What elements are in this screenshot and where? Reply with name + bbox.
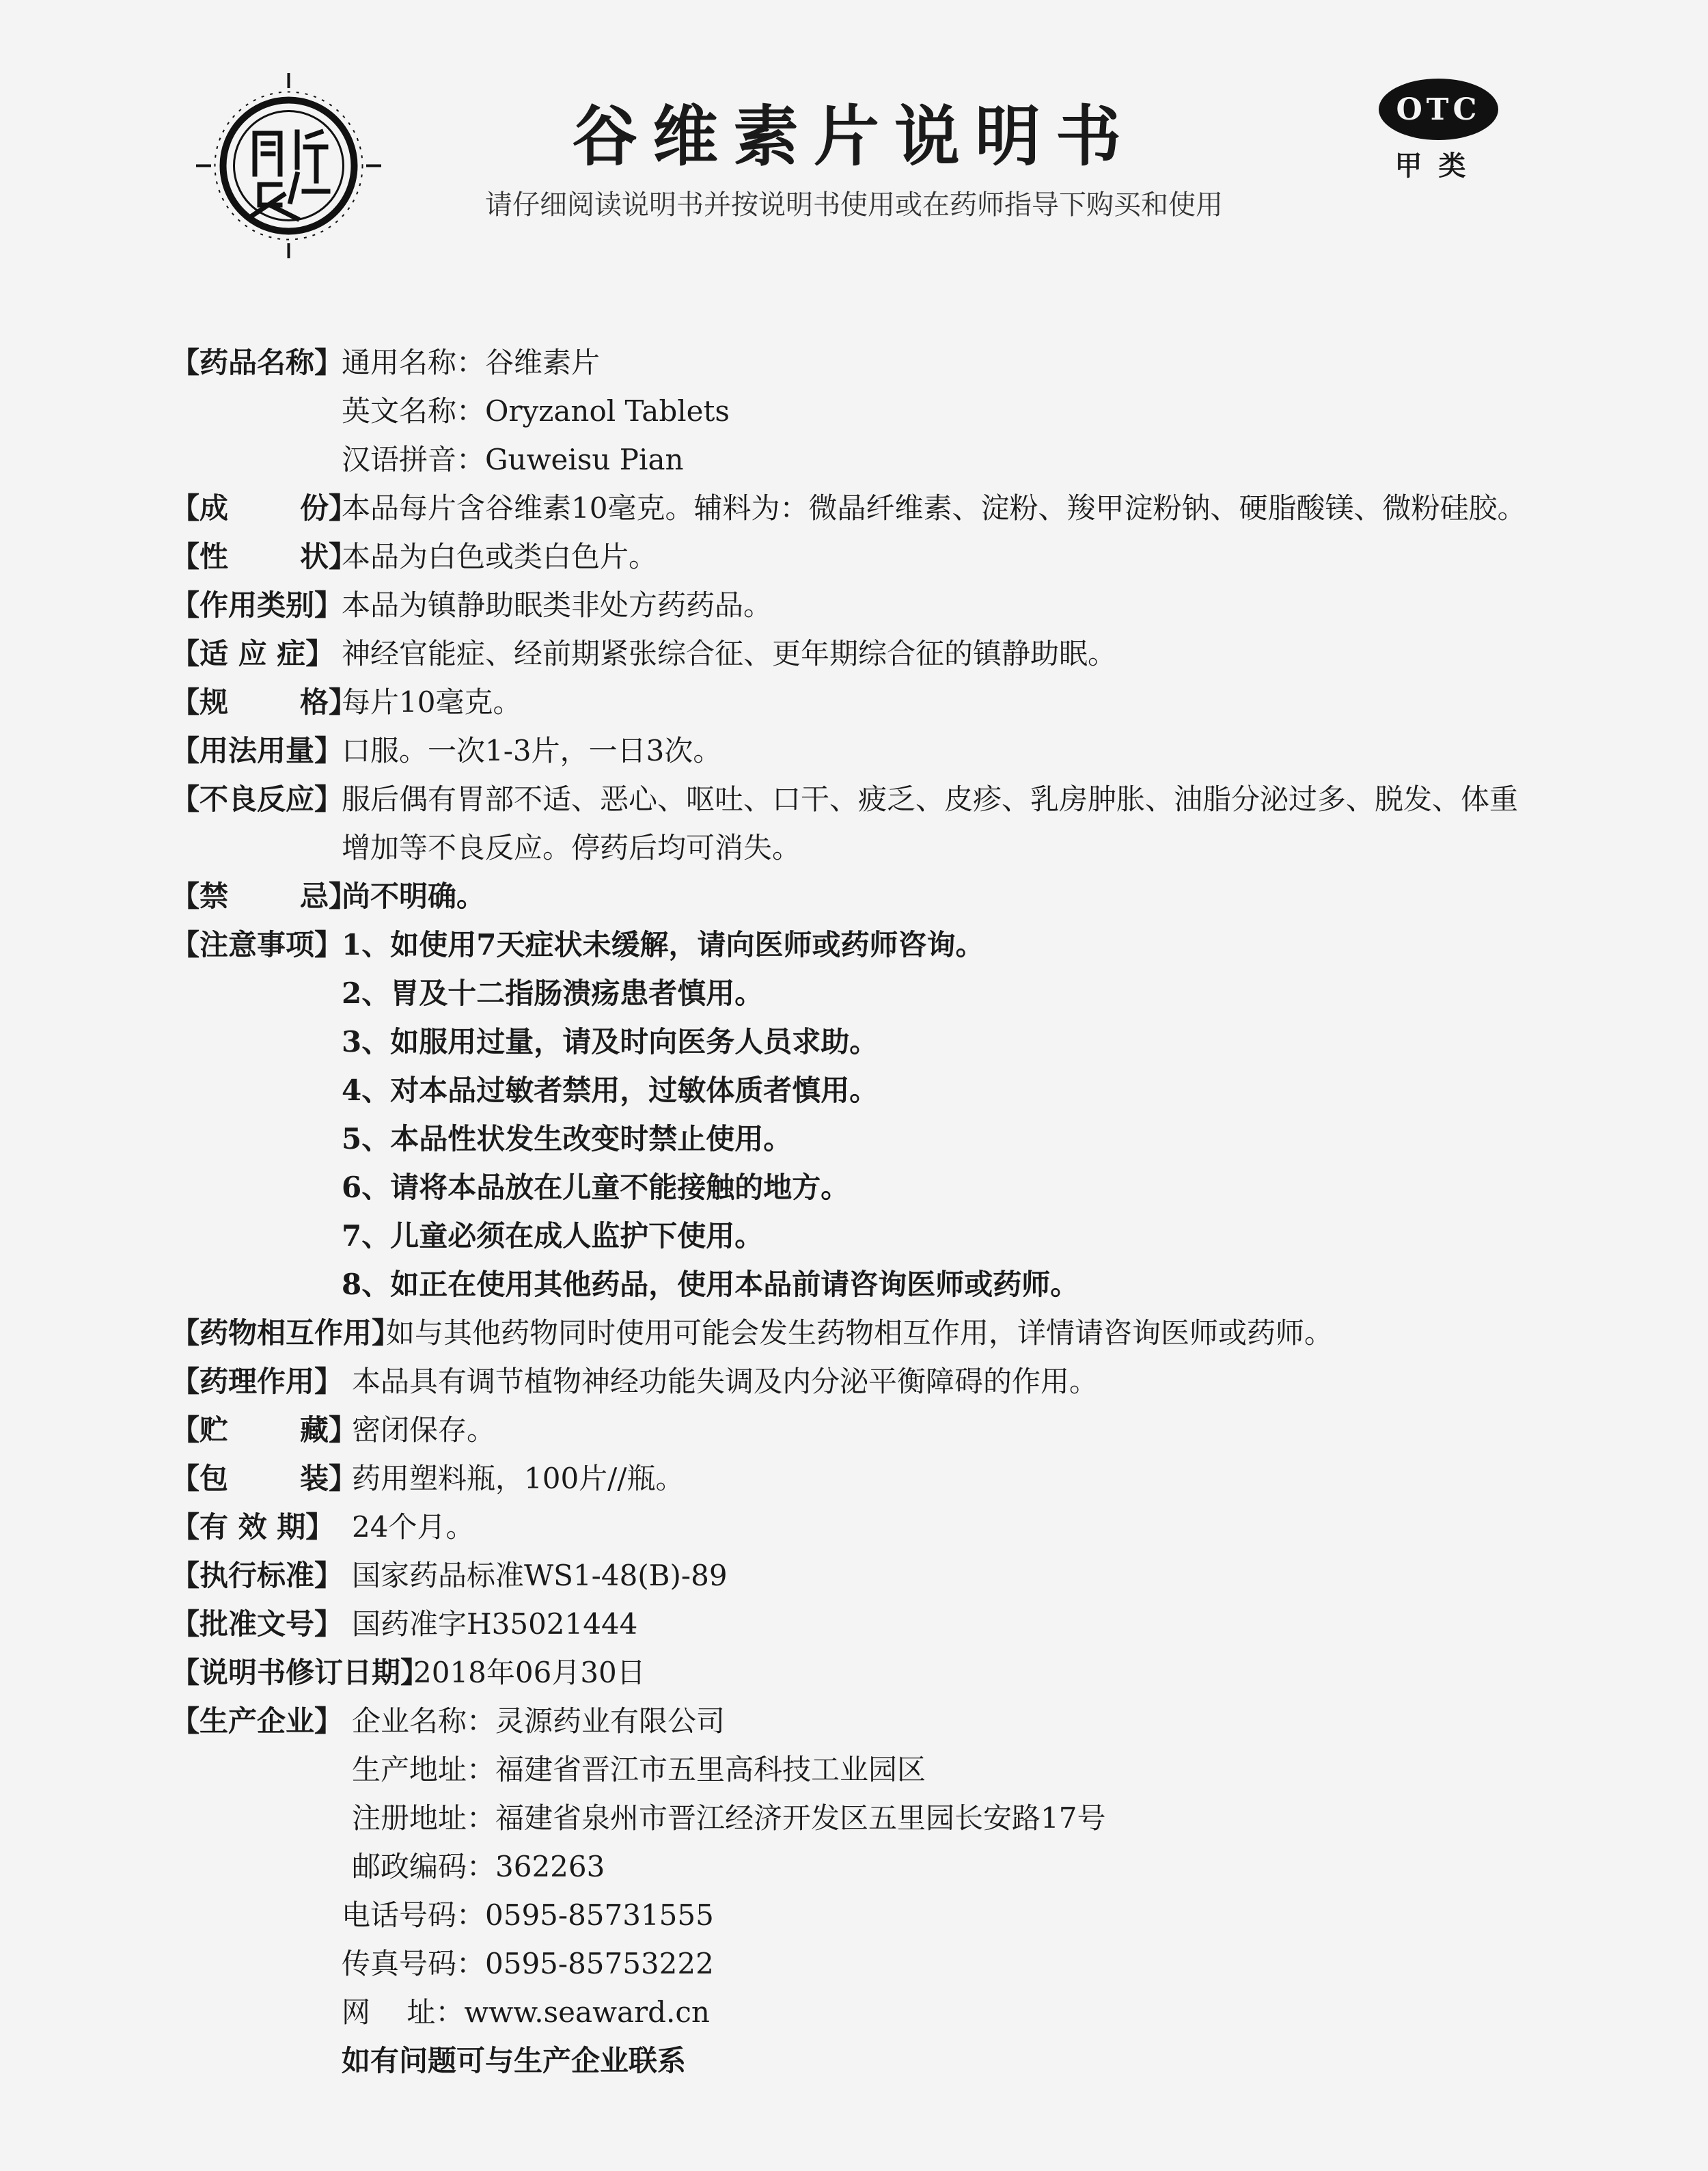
pharmacology-label: 【药理作用】: [171, 1365, 344, 1398]
page-title: 谷维素片说明书: [572, 98, 1136, 175]
contact-note: 如有问题可与生产企业联系: [342, 2044, 687, 2077]
label-open: 【规: [171, 685, 229, 719]
precaution-item: 1、如使用7天症状未缓解，请向医师或药师咨询。: [342, 928, 984, 961]
otc-class-label: 甲类: [1394, 150, 1483, 182]
composition-label: [171, 484, 357, 532]
postal-code: 邮政编码：362263: [352, 1850, 605, 1883]
otc-badge: OTC: [1379, 79, 1498, 140]
label-open: 【成: [171, 491, 229, 525]
label-open: 【性: [171, 540, 229, 573]
composition-text: 本品每片含谷维素10毫克。辅料为：微晶纤维素、淀粉、羧甲淀粉钠、硬脂酸镁、微粉硅胶。: [342, 491, 1526, 525]
production-address: 生产地址：福建省晋江市五里高科技工业园区: [352, 1753, 926, 1786]
appearance-label: [171, 532, 357, 581]
standard-text: 国家药品标准WS1-48(B)-89: [352, 1559, 728, 1592]
approval-label: 【批准文号】: [171, 1607, 344, 1641]
indications-label: 【适 应 症】: [171, 637, 335, 670]
dosage-label: 【用法用量】: [171, 734, 344, 767]
label-close: 装】: [300, 1462, 358, 1495]
interactions-text: 如与其他药物同时使用可能会发生药物相互作用，详情请咨询医师或药师。: [386, 1316, 1334, 1350]
registered-address: 注册地址：福建省泉州市晋江经济开发区五里园长安路17号: [352, 1801, 1106, 1835]
precaution-item: 4、对本品过敏者禁用，过敏体质者慎用。: [342, 1074, 879, 1107]
validity-label: 【有 效 期】: [171, 1510, 335, 1544]
phone-number: 电话号码：0595-85731555: [342, 1898, 714, 1932]
adverse-reactions-label: 【不良反应】: [171, 782, 344, 816]
label-close: 格】: [300, 685, 358, 719]
package-label: [171, 1454, 357, 1503]
contraindications-text: 尚不明确。: [342, 879, 486, 913]
manufacturer-label: 【生产企业】: [171, 1704, 344, 1738]
pharmacology-text: 本品具有调节植物神经功能失调及内分泌平衡障碍的作用。: [352, 1365, 1099, 1398]
generic-name: 通用名称：谷维素片: [342, 346, 601, 379]
precaution-item: 2、胃及十二指肠溃疡患者慎用。: [342, 977, 764, 1010]
label-close: 藏】: [300, 1413, 358, 1447]
specification-text: 每片10毫克。: [342, 685, 522, 719]
adverse-reactions-line2: 增加等不良反应。停药后均可消失。: [342, 831, 801, 864]
pinyin-name: 汉语拼音：Guweisu Pian: [342, 443, 684, 476]
drug-name-label: 【药品名称】: [171, 346, 344, 379]
indications-text: 神经官能症、经前期紧张综合征、更年期综合征的镇静助眠。: [342, 637, 1117, 670]
label-close: 忌】: [300, 879, 358, 913]
precaution-item: 5、本品性状发生改变时禁止使用。: [342, 1122, 793, 1156]
approval-text: 国药准字H35021444: [352, 1607, 638, 1641]
contraindications-label: [171, 872, 357, 920]
page-subtitle: 请仔细阅读说明书并按说明书使用或在药师指导下购买和使用: [485, 189, 1223, 221]
precaution-item: 6、请将本品放在儿童不能接触的地方。: [342, 1171, 850, 1204]
precautions-label: 【注意事项】: [171, 928, 344, 961]
specification-label: [171, 678, 357, 726]
revision-text: 2018年06月30日: [413, 1656, 646, 1689]
category-label: 【作用类别】: [171, 588, 344, 622]
storage-label: [171, 1406, 357, 1454]
interactions-label: 【药物相互作用】: [171, 1316, 401, 1350]
adverse-reactions-line1: 服后偶有胃部不适、恶心、呕吐、口干、疲乏、皮疹、乳房肿胀、油脂分泌过多、脱发、体重: [342, 782, 1519, 816]
label-open: 【包: [171, 1462, 229, 1495]
website: 网 址：www.seaward.cn: [342, 1995, 710, 2029]
revision-label: 【说明书修订日期】: [171, 1656, 430, 1689]
storage-text: 密闭保存。: [352, 1413, 496, 1447]
precaution-item: 7、儿童必须在成人监护下使用。: [342, 1219, 764, 1253]
label-open: 【贮: [171, 1413, 229, 1447]
appearance-text: 本品为白色或类白色片。: [342, 540, 658, 573]
precaution-item: 3、如服用过量，请及时向医务人员求助。: [342, 1025, 879, 1059]
label-open: 【禁: [171, 879, 229, 913]
label-close: 状】: [300, 540, 358, 573]
english-name: 英文名称：Oryzanol Tablets: [342, 394, 730, 428]
fax-number: 传真号码：0595-85753222: [342, 1947, 714, 1980]
package-text: 药用塑料瓶，100片//瓶。: [352, 1462, 685, 1495]
standard-label: 【执行标准】: [171, 1559, 344, 1592]
validity-text: 24个月。: [352, 1510, 475, 1544]
category-text: 本品为镇静助眠类非处方药药品。: [342, 588, 773, 622]
document-header: [0, 0, 1708, 273]
manufacturer-name: 企业名称：灵源药业有限公司: [352, 1704, 726, 1738]
dosage-text: 口服。一次1-3片，一日3次。: [342, 734, 722, 767]
precaution-item: 8、如正在使用其他药品，使用本品前请咨询医师或药师。: [342, 1268, 1079, 1301]
label-close: 份】: [300, 491, 358, 525]
